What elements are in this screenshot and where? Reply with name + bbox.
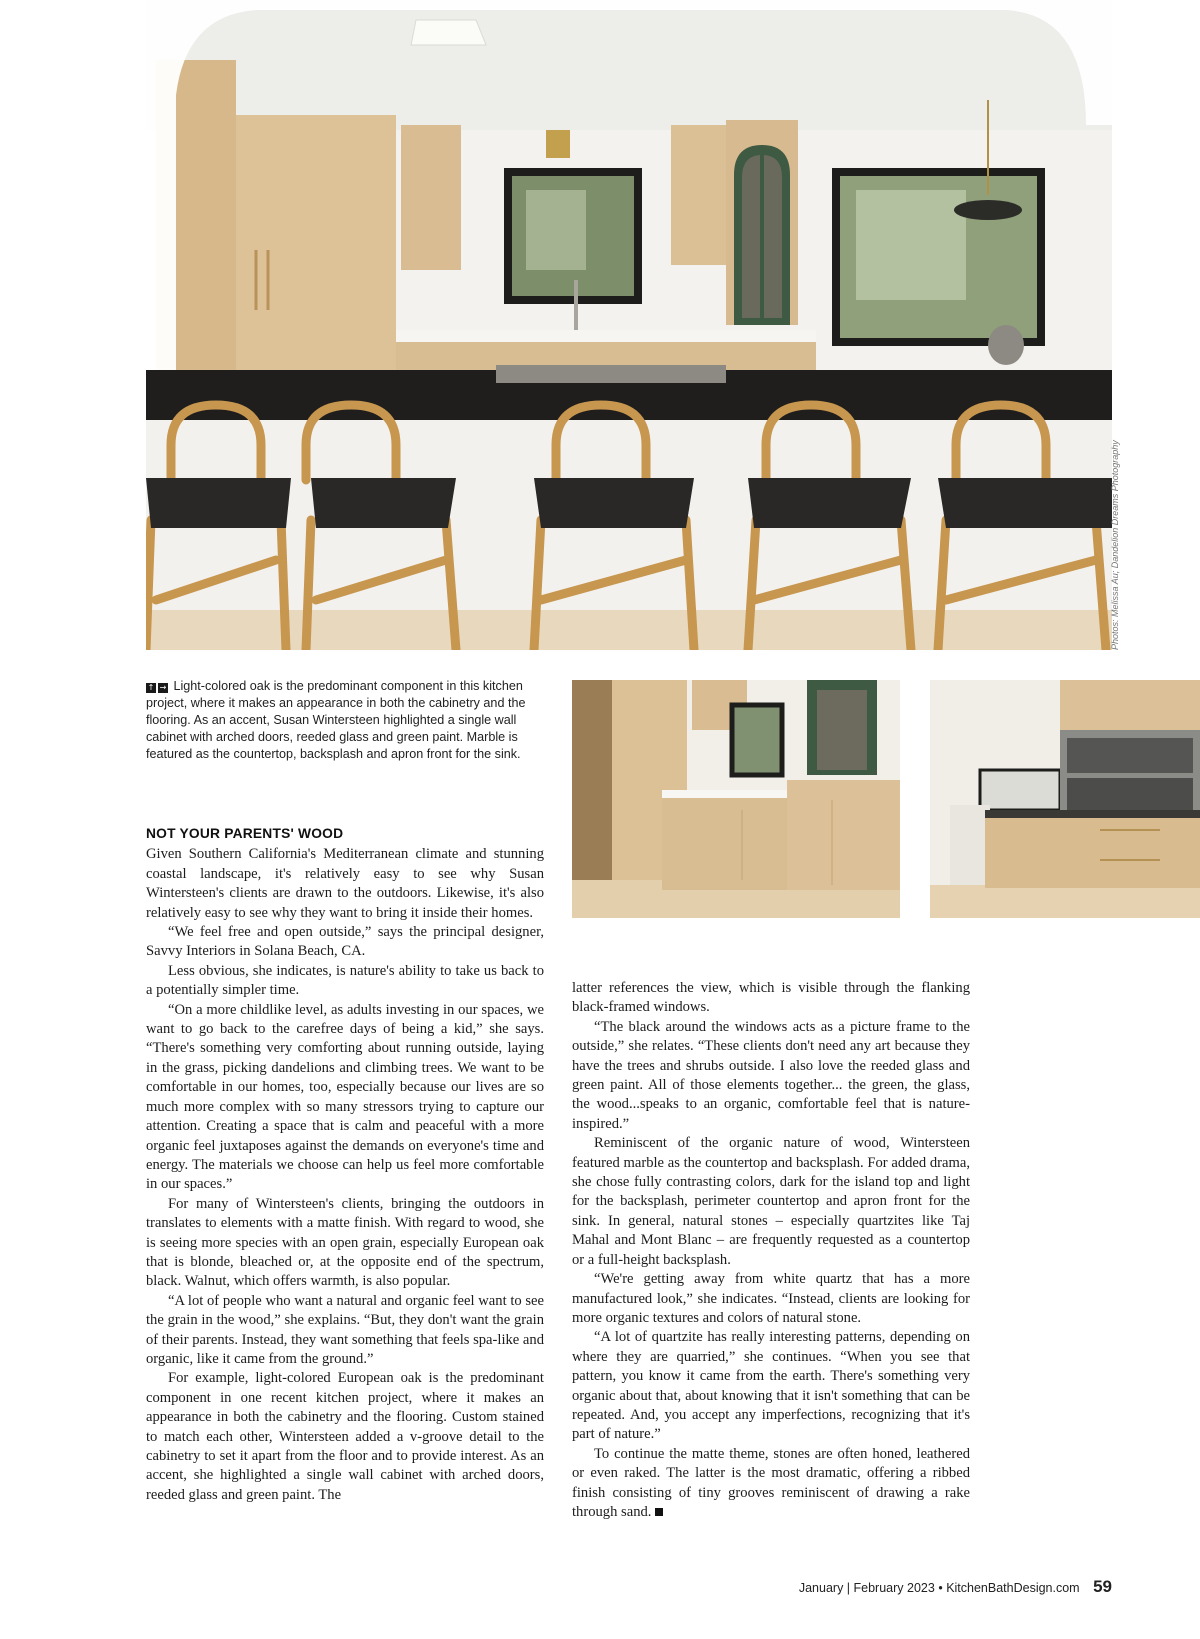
paragraph: “We feel free and open outside,” says the principal designer, Savvy Interiors in Solana Beach, CA.	[146, 924, 544, 960]
end-mark-icon	[655, 1508, 663, 1516]
paragraph: “A lot of quartzite has really interesting patterns, depending on where they are quarried,” she continues. “When you see that pattern, you know it came from the earth. There's something very organic about that, about knowing that it isn't something that can be repeated. And, you accept any imperfections, recognizing that it's part of nature.”	[572, 1329, 970, 1443]
paragraph: “A lot of people who want a natural and organic feel want to see the grain in the wood,” she explains. “But, they don't want the grain of their parents. Instead, they want something that feels spa-like and organic, like it came from the ground.”	[146, 1292, 544, 1367]
arrow-boxes-icon: ↑ →	[147, 683, 167, 692]
article-column-1	[146, 824, 544, 1505]
caption-text: Light-colored oak is the predominant component in this kitchen project, where it makes an appearance in both the cabinetry and the flooring. As an accent, Susan Wintersteen highlighted a single wall cabinet with arched doors, reeded glass and green paint. Marble is featured as the countertop, backsplash and apron front for the sink.	[146, 679, 526, 761]
kitchen-ovens-photo	[930, 680, 1200, 918]
final-paragraph	[572, 1445, 970, 1523]
hero-kitchen-photo	[146, 0, 1112, 650]
final-paragraph-text: To continue the matte theme, stones are often honed, leathered or even raked. The latter is the most dramatic, offering a ribbed finish consisting of tiny grooves reminiscent of drawing a rake through sand.	[572, 1445, 970, 1520]
page-number: 59	[1093, 1577, 1112, 1596]
kitchen-cabinets-photo	[572, 680, 900, 918]
issue-date: January | February 2023	[798, 1581, 935, 1595]
paragraph: Given Southern California's Mediterranean climate and stunning coastal landscape, it's relatively easy to see why Susan Wintersteen's clients are drawn to the outdoors. Likewise, it's also relatively easy to see why they want to bring it inside their homes.	[146, 846, 544, 921]
photo-credit: Photos: Melissa Au; Dandelion Dreams Photography	[1110, 440, 1120, 650]
paragraph: Less obvious, she indicates, is nature's ability to take us back to a potentially simpler time.	[146, 962, 544, 999]
paragraph: “We're getting away from white quartz that has a more manufactured look,” she indicates. “Instead, clients are looking for more organic textures and colors of natural stone.	[572, 1271, 970, 1326]
article-column-2	[572, 979, 970, 1522]
section-heading: NOT YOUR PARENTS' WOOD	[146, 826, 344, 841]
paragraph: For many of Wintersteen's clients, bringing the outdoors in translates to elements with a matte finish. With regard to wood, she is seeing more species with an open grain, especially European oak that is blonde, bleached or, at the opposite end of the spectrum, black. Walnut, which offers warmth, is also popular.	[146, 1195, 544, 1290]
paragraph: For example, light-colored European oak is the predominant component in one recent kitchen project, where it makes an appearance in both the cabinetry and the flooring. Custom stained to match each other, Wintersteen added a v-groove detail to the cabinetry to set it apart from the floor and to provide interest. As an accent, she highlighted a single wall cabinet with arched doors, reeded glass and green paint. The	[146, 1370, 544, 1503]
paragraph: latter references the view, which is visible through the flanking black-framed windows.	[572, 980, 970, 1016]
footer-separator: •	[938, 1581, 943, 1595]
paragraph: Reminiscent of the organic nature of wood, Wintersteen featured marble as the countertop and backsplash. For added drama, she chose fully contrasting colors, dark for the island top and light for the backsplash, perimeter countertop and apron front for the sink. In general, natural stones – especially quartzites like Taj Mahal and Mont Blanc – are frequently requested as a countertop or a full-height backsplash.	[572, 1135, 970, 1268]
paragraph: “On a more childlike level, as adults investing in our spaces, we want to go back to the carefree days of being a kid,” she says. “There's something very comforting about running outside, laying in the grass, picking dandelions and climbing trees. We want to be comfortable in our homes, too, especially because our lives are so much more complex with so many stressors trying to capture our attention. Creating a space that is calm and peaceful with a more organic feel juxtaposes against the demands on everyone's time and energy. The materials we choose can help us feel more comfortable in our spaces.”	[146, 1001, 544, 1193]
page-footer	[799, 1577, 1112, 1597]
paragraph: “The black around the windows acts as a picture frame to the outside,” she relates. “These clients don't need any art because they have the trees and shrubs outside. I also love the reeded glass and green paint. All of those elements together... the green, the glass, the wood...speaks to an organic, comfortable feel that is nature-inspired.”	[572, 1018, 970, 1132]
photo-caption	[146, 678, 546, 763]
site-name: KitchenBathDesign.com	[946, 1581, 1080, 1595]
